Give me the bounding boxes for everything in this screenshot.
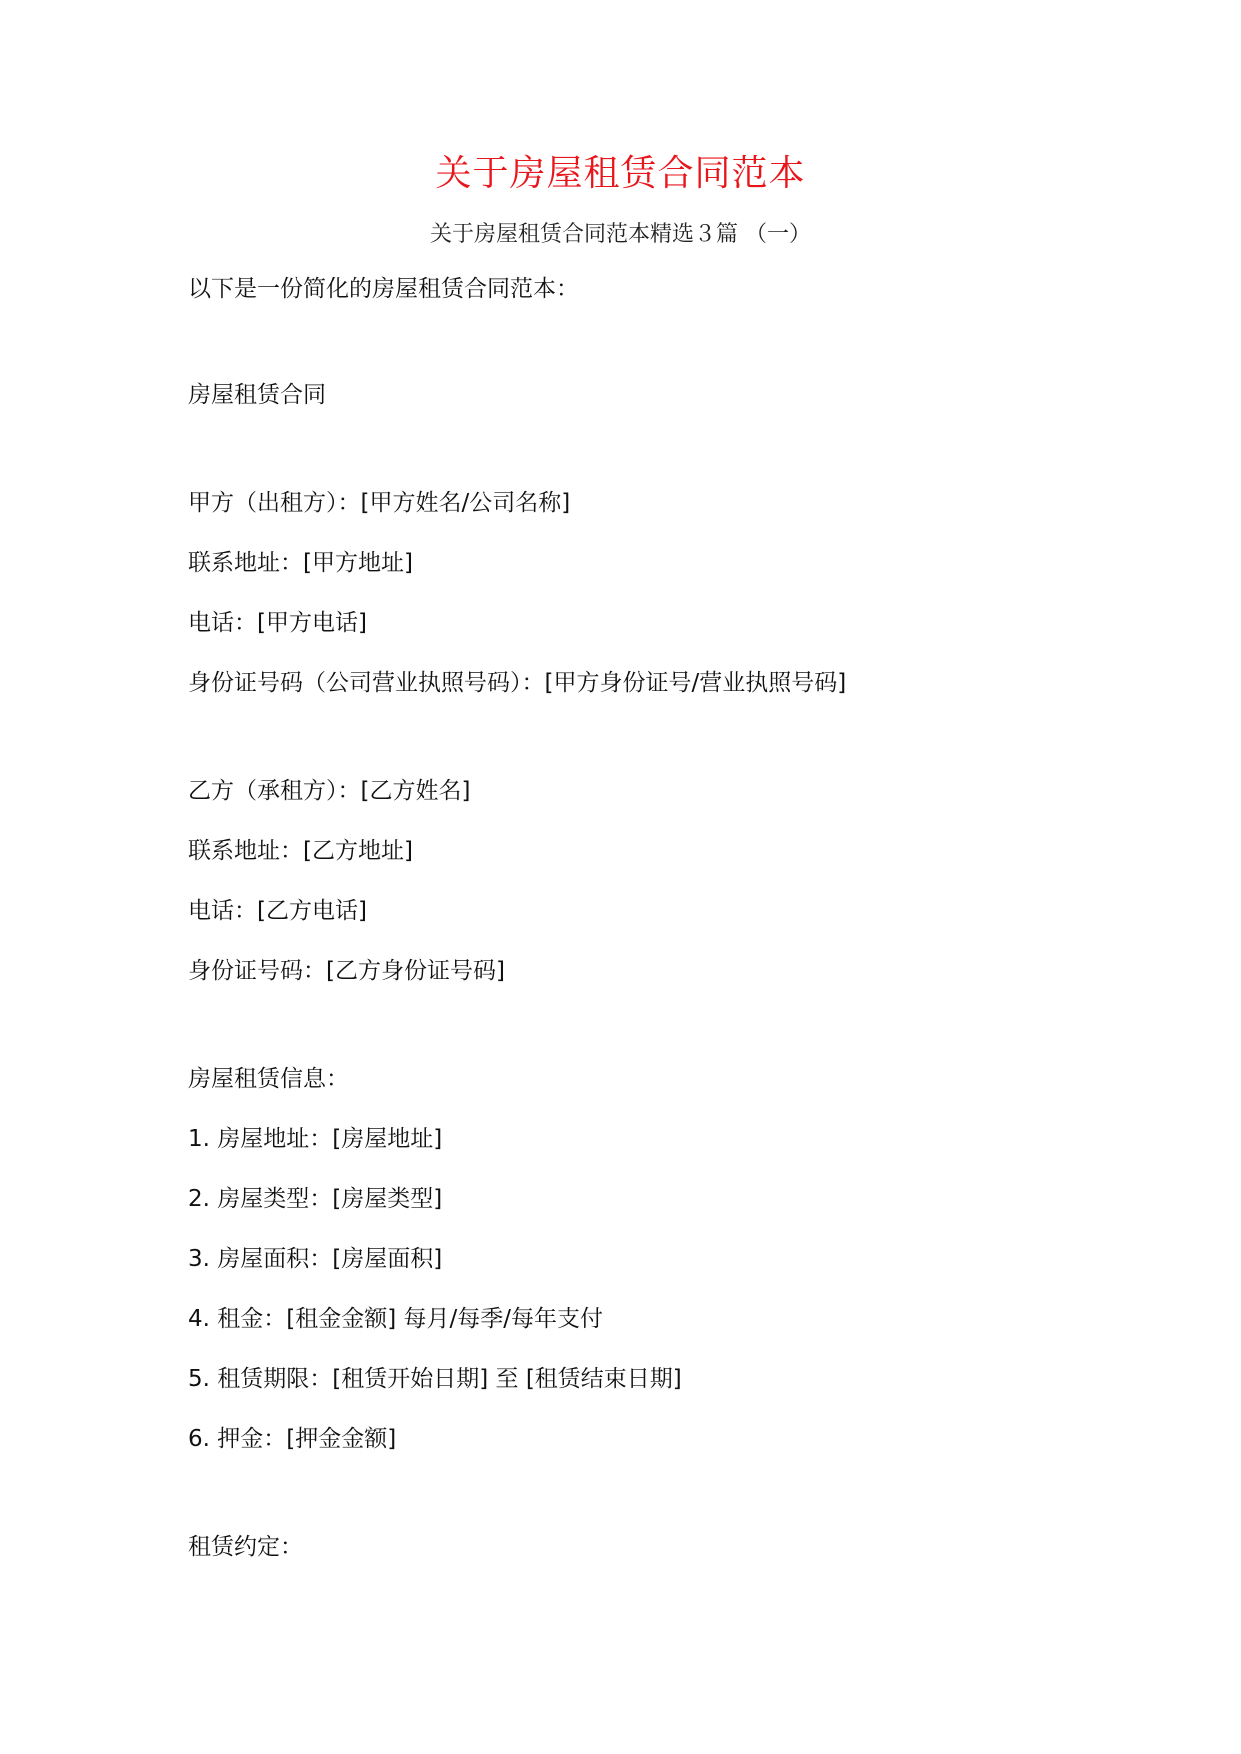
agreement-heading: 租赁约定： — [188, 1534, 303, 1560]
rental-info-item: 6. 押金：[押金金额] — [188, 1426, 397, 1452]
party-b-id: 身份证号码：[乙方身份证号码] — [188, 958, 505, 984]
party-a-address: 联系地址：[甲方地址] — [188, 550, 413, 576]
contract-heading: 房屋租赁合同 — [188, 382, 326, 408]
rental-info-item: 3. 房屋面积：[房屋面积] — [188, 1246, 443, 1272]
rental-info-item: 2. 房屋类型：[房屋类型] — [188, 1186, 443, 1212]
rental-info-item: 5. 租赁期限：[租赁开始日期] 至 [租赁结束日期] — [188, 1366, 682, 1392]
intro-text: 以下是一份简化的房屋租赁合同范本： — [188, 276, 579, 302]
rental-info-heading: 房屋租赁信息： — [188, 1066, 349, 1092]
rental-info-item: 1. 房屋地址：[房屋地址] — [188, 1126, 443, 1152]
rental-info-item: 4. 租金：[租金金额] 每月/每季/每年支付 — [188, 1306, 604, 1332]
party-a-name: 甲方（出租方）：[甲方姓名/公司名称] — [188, 490, 571, 516]
party-b-phone: 电话：[乙方电话] — [188, 898, 367, 924]
party-a-phone: 电话：[甲方电话] — [188, 610, 367, 636]
party-b-name: 乙方（承租方）：[乙方姓名] — [188, 778, 471, 804]
party-b-address: 联系地址：[乙方地址] — [188, 838, 413, 864]
document-subtitle: 关于房屋租赁合同范本精选３篇 （一） — [430, 222, 811, 247]
document-title: 关于房屋租赁合同范本 — [435, 153, 806, 194]
party-a-id: 身份证号码（公司营业执照号码）：[甲方身份证号/营业执照号码] — [188, 670, 847, 696]
